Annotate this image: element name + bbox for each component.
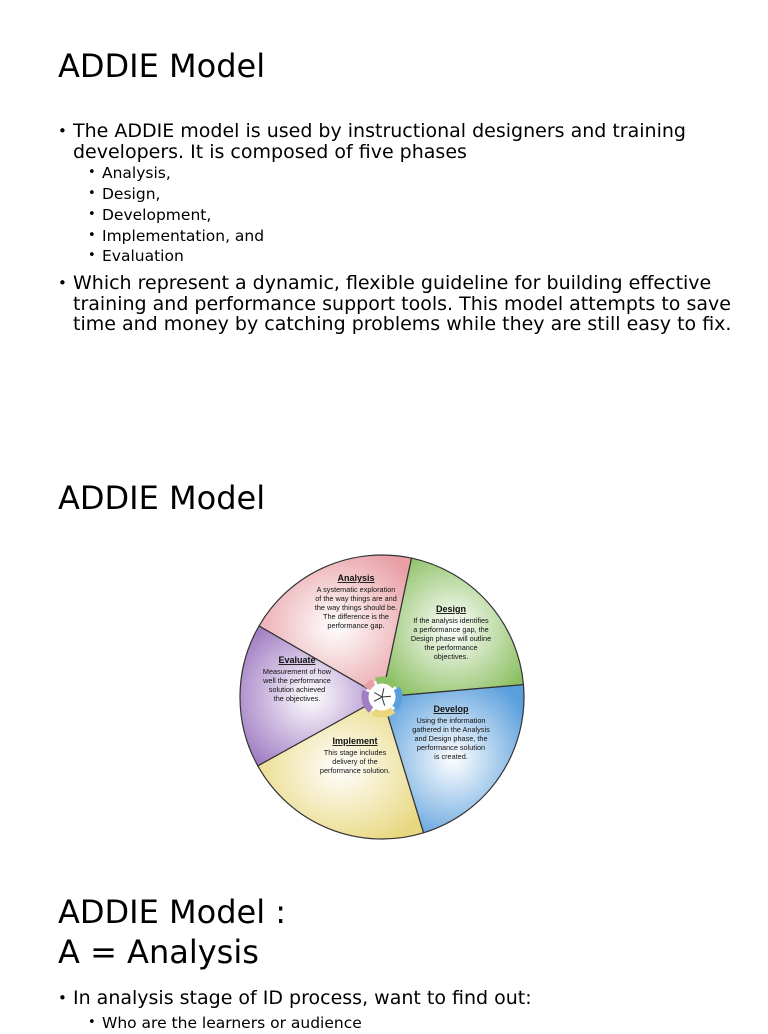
slide1-bullet-1	[58, 121, 738, 162]
slide3-title	[58, 892, 286, 972]
cycle-arrows-icon	[365, 680, 399, 714]
bullet-dot: •	[58, 274, 67, 292]
analysis-title: Analysis	[337, 573, 375, 583]
slide3-bullet-1	[58, 988, 738, 1009]
bullet-dot: •	[58, 122, 67, 140]
develop-line: is created.	[434, 752, 468, 761]
phase-label: Design,	[102, 185, 161, 203]
evaluate-title: Evaluate	[278, 655, 316, 665]
slide1-title: ADDIE Model	[58, 47, 266, 85]
design-line: objectives.	[433, 652, 469, 661]
phase-label: Development,	[102, 206, 212, 224]
analysis-line: the way things should be.	[314, 603, 398, 612]
implement-title: Implement	[332, 736, 378, 746]
analysis-line: A systematic exploration	[316, 585, 396, 594]
sub-bullet-text: Who are the learners or audience	[102, 1014, 362, 1032]
develop-title: Develop	[433, 704, 469, 714]
analysis-line: performance gap.	[327, 621, 385, 630]
addie-wheel-diagram	[236, 552, 528, 842]
slide3-title-line-2: A = Analysis	[58, 933, 259, 971]
phase-item-development	[88, 205, 211, 226]
cycle-arc-implement	[374, 710, 393, 714]
phase-label: Implementation, and	[102, 227, 265, 245]
slide3-sub-bullet-1	[88, 1013, 362, 1034]
slide2-title: ADDIE Model	[58, 479, 266, 517]
bullet-dot: •	[88, 207, 96, 222]
bullet-text: In analysis stage of ID process, want to find out:	[73, 987, 532, 1009]
bullet-text: The ADDIE model is used by instructional designers and training developers. It is composed of five phases	[73, 120, 686, 163]
design-title: Design	[435, 604, 467, 614]
slide1-bullet-2	[58, 273, 738, 335]
design-line: the performance	[424, 643, 478, 652]
phase-item-design	[88, 184, 160, 205]
evaluate-line: the objectives.	[273, 694, 321, 703]
phase-item-evaluation	[88, 246, 184, 267]
develop-line: gathered in the Analysis	[412, 725, 490, 734]
develop-line: Using the information	[416, 716, 486, 725]
bullet-dot: •	[88, 1015, 96, 1030]
bullet-dot: •	[88, 165, 96, 180]
analysis-line: The difference is the	[323, 612, 389, 621]
evaluate-line: solution achieved	[268, 685, 326, 694]
design-line: If the analysis identifies	[413, 616, 489, 625]
implement-line: This stage includes	[323, 748, 387, 757]
bullet-text: Which represent a dynamic, flexible guideline for building effective training and performance support tools. This model attempts to save time and money by catching problems while they are still easy to fix.	[73, 272, 732, 335]
bullet-dot: •	[88, 248, 96, 263]
bullet-dot: •	[88, 228, 96, 243]
phase-label: Evaluation	[102, 247, 184, 265]
analysis-line: of the way things are and	[315, 594, 397, 603]
phase-item-analysis	[88, 163, 171, 184]
design-line: a performance gap, the	[413, 625, 489, 634]
phase-label: Analysis,	[102, 164, 171, 182]
evaluate-line: Measurement of how	[262, 667, 332, 676]
implement-line: performance solution.	[319, 766, 391, 775]
implement-line: delivery of the	[332, 757, 378, 766]
slide3-title-line-1: ADDIE Model :	[58, 893, 287, 931]
phase-item-implementation	[88, 226, 264, 247]
develop-line: performance solution	[416, 743, 486, 752]
evaluate-line: well the performance	[263, 676, 331, 685]
bullet-dot: •	[88, 186, 96, 201]
bullet-dot: •	[58, 989, 67, 1007]
cycle-arc-develop	[395, 689, 399, 708]
develop-line: and Design phase, the	[414, 734, 488, 743]
design-line: Design phase will outline	[410, 634, 492, 643]
